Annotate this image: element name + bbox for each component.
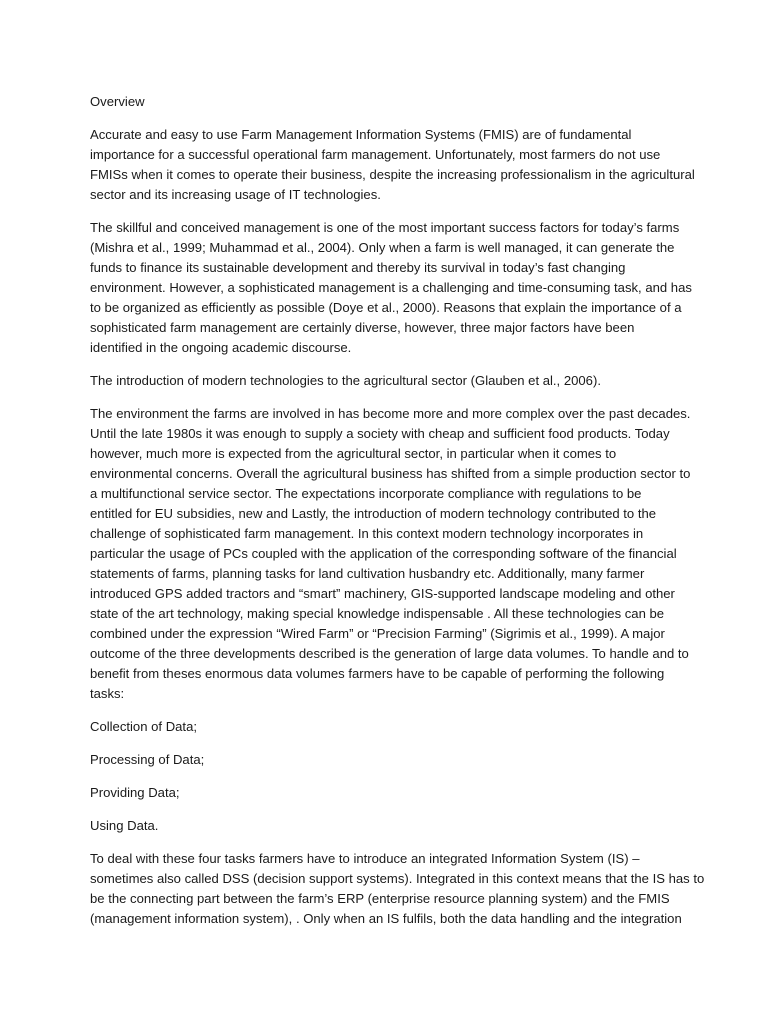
text-line: outcome of the three developments described is the generation of large data volumes. To handle and to [90,646,689,661]
text-line: state of the art technology, making special knowledge indispensable . All these technologies can be [90,606,665,621]
text-line: benefit from theses enormous data volumes farmers have to be capable of performing the following [90,666,665,681]
text-line: however, much more is expected from the agricultural sector, in particular when it comes to [90,446,617,461]
text-line: be the connecting part between the farm’s ERP (enterprise resource planning system) and the FMIS [90,891,670,906]
text-line: Until the late 1980s it was enough to supply a society with cheap and sufficient food products. Today [90,426,670,441]
paragraph-environment [90,404,691,704]
section-heading: Overview [90,94,145,109]
text-line: environmental concerns. Overall the agricultural business has shifted from a simple production sector to [90,466,691,481]
text-line: The environment the farms are involved in has become more and more complex over the past decades. [90,406,691,421]
text-line: importance for a successful operational farm management. Unfortunately, most farmers do not use [90,147,661,162]
text-line: Accurate and easy to use Farm Management Information Systems (FMIS) are of fundamental [90,127,632,142]
task-item-processing: Processing of Data; [90,752,205,767]
text-line: combined under the expression “Wired Farm” or “Precision Farming” (Sigrimis et al., 1999). A major [90,626,665,641]
paragraph-intro [90,125,695,205]
text-line: environment. However, a sophisticated management is a challenging and time-consuming task, and has [90,280,692,295]
text-line: sophisticated farm management are certainly diverse, however, three major factors have been [90,320,635,335]
paragraph-management [90,218,692,358]
text-line: tasks: [90,686,125,701]
text-line: entitled for EU subsidies, new and Lastly, the introduction of modern technology contributed to the [90,506,657,521]
text-line: a multifunctional service sector. The expectations incorporate compliance with regulations to be [90,486,642,501]
text-line: statements of farms, planning tasks for land cultivation husbandry etc. Additionally, many farmer [90,566,645,581]
text-line: to be organized as efficiently as possible (Doye et al., 2000). Reasons that explain the importance of a [90,300,682,315]
task-item-providing: Providing Data; [90,785,180,800]
text-line: The skillful and conceived management is one of the most important success factors for today’s farms [90,220,680,235]
task-item-using: Using Data. [90,818,159,833]
paragraph-integration [90,849,705,929]
text-line: sometimes also called DSS (decision support systems). Integrated in this context means that the IS has to [90,871,705,886]
text-line: (Mishra et al., 1999; Muhammad et al., 2004). Only when a farm is well managed, it can generate the [90,240,675,255]
task-item-collection: Collection of Data; [90,719,197,734]
text-line: particular the usage of PCs coupled with the application of the corresponding software of the financial [90,546,677,561]
text-line: To deal with these four tasks farmers have to introduce an integrated Information System (IS) – [90,851,640,866]
paragraph-technologies: The introduction of modern technologies to the agricultural sector (Glauben et al., 2006). [90,373,601,388]
text-line: (management information system), . Only when an IS fulfils, both the data handling and the integration [90,911,682,926]
text-line: introduced GPS added tractors and “smart” machinery, GIS-supported landscape modeling and other [90,586,675,601]
text-line: funds to finance its sustainable development and thereby its survival in today’s fast changing [90,260,626,275]
text-line: challenge of sophisticated farm management. In this context modern technology incorporates in [90,526,644,541]
text-line: sector and its increasing usage of IT technologies. [90,187,381,202]
text-line: FMISs when it comes to operate their business, despite the increasing professionalism in the agricultural [90,167,695,182]
document-body [90,92,705,942]
text-line: identified in the ongoing academic discourse. [90,340,352,355]
